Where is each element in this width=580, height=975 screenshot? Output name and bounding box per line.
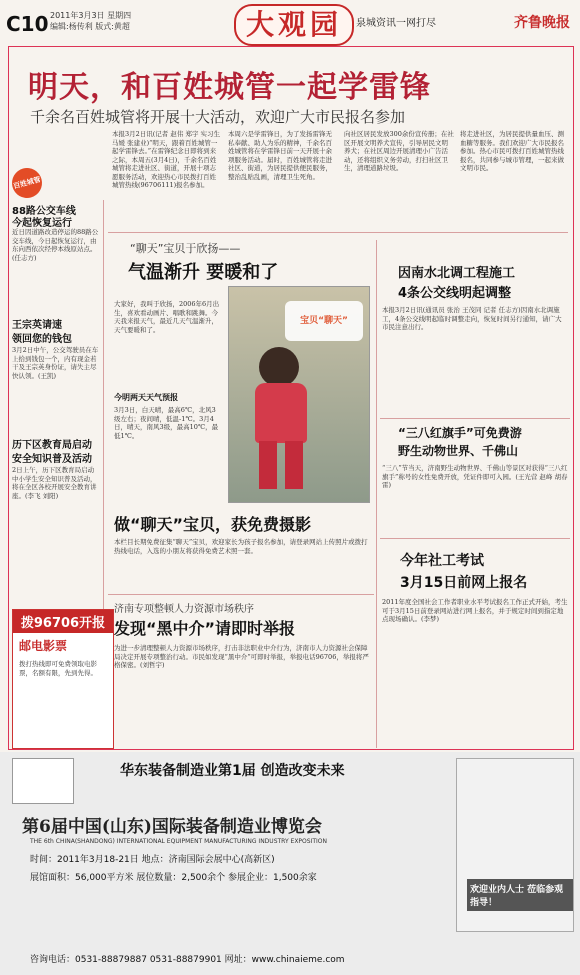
expo-title-en: THE 6th CHINA(SHANDONG) INTERNATIONAL EQUIPMENT MANUFACTURING INDUSTRY EXPOSITION — [30, 838, 327, 845]
brief-text-3: 2日上午，历下区教育局启动中小学生安全知识普及活动，将在全区各校开展安全教育讲座。(李飞 刘阳) — [12, 466, 97, 500]
exam-text: 2011年度全国社会工作者职业水平考试报名工作正式开始，考生可于3月15日前登录网站进行网上报名，并于规定时间到指定地点现场确认。(李梦) — [382, 598, 568, 623]
expo-area: 展馆面积：56,000平方米 展位数量：2,500余个 参展企业：1,500余家 — [30, 873, 317, 883]
rec-kicker: 济南专项整顿人力资源市场秩序 — [114, 604, 254, 615]
column-rule — [376, 240, 377, 748]
child-leg-right — [285, 441, 303, 489]
kid-kicker: “聊天”宝贝于欣扬—— — [130, 242, 241, 255]
lead-text-3: 向社区居民发放300余份宣传册；在社区开展文明养犬宣传，引导居民文明养犬；在社区周边开展清理小广告活动，还将组织义务劳动，打扫社区卫生，清理道路垃圾。 — [344, 130, 454, 172]
kid-headline-2: 做“聊天”宝贝，获免费摄影 — [114, 515, 312, 534]
expo-contact: 咨询电话：0531-88879887 0531-88879901 网址：www.chinaieme.com — [30, 955, 345, 965]
child-head — [259, 347, 299, 387]
forecast-text: 3月3日，白天晴，最高6℃，北风3级左右；夜间晴，低温-1℃。3月4日，晴天，南风3级，最高10℃，最低1℃。 — [114, 406, 219, 440]
fair-headline: “三八红旗手”可免费游 — [398, 426, 522, 440]
kid-text-2: 本栏目长期免费征集“聊天”宝贝，欢迎家长为孩子报名参加，请登录网站上传照片或拨打热线电话，入选的小朋友将获得免费艺术照一套。 — [114, 538, 368, 555]
ad-subtitle: 邮电影票 — [19, 639, 68, 653]
kid-headline: 气温渐升 要暖和了 — [128, 262, 279, 283]
rule — [380, 538, 570, 539]
expo-title: 第6届中国(山东)国际装备制造业博览会 — [22, 817, 322, 837]
ieme-logo — [12, 758, 74, 804]
child-coat — [255, 383, 307, 443]
photo-banner: 宝贝“聊天” — [300, 316, 348, 326]
bus-headline-2: 4条公交线明起调整 — [398, 286, 512, 301]
lead-text-2: 本周六是学雷锋日，为了发扬雷锋无私奉献、助人为乐的精神，千余名百姓城管将在学雷锋日前一天开展十余项服务活动。届时，百姓城管将走进社区、街道，为居民提供便民服务，整治乱贴乱画，清理卫生死角。 — [228, 130, 332, 181]
masthead — [0, 0, 580, 44]
rule — [108, 232, 568, 233]
exam-headline-2: 3月15日前网上报名 — [400, 575, 528, 591]
lead-text-4: 将走进社区，为居民提供量血压、测血糖等服务。我们欢迎广大市民报名参加。热心市民可拨打百姓城管热线报名，共同参与城市管理，一起来做文明市民。 — [460, 130, 564, 172]
ad-title: 拨96706开报 — [13, 610, 113, 633]
brief-head-2b: 领回您的钱包 — [12, 334, 72, 345]
bus-headline: 因南水北调工程施工 — [398, 266, 516, 281]
section-brand: 大观园 — [234, 4, 354, 46]
brief-head-3: 历下区教育局启动 — [12, 440, 92, 451]
rec-headline: 发现“黑中介”请即时举报 — [114, 619, 296, 638]
brief-text-1: 近日因道路改造停运的88路公交车线，今日起恢复运行，由东向西依次经停本线原站点。(任志方) — [12, 228, 99, 262]
brief-head-1b: 今起恢复运行 — [12, 218, 72, 229]
kid-text: 大家好，我叫于欣扬，2006年6月出生，喜欢看动画片、唱歌和跳舞。今天我来报天气，最近几天气温渐升，天气要暖和了。 — [114, 300, 220, 334]
paper-logo: 齐鲁晚报 — [514, 15, 570, 31]
bus-text: 本报3月2日讯(通讯员 张治 王茂同 记者 任志方)因南水北调施工，4条公交线明起临时调整走向，恢复时间另行通知，请广大市民注意出行。 — [382, 306, 562, 331]
lead-headline: 明天，和百姓城管一起学雷锋 — [28, 70, 431, 105]
child-leg-left — [259, 441, 277, 489]
fair-headline-2: 野生动物世界、千佛山 — [398, 444, 519, 458]
header-date: 2011年3月3日 星期四 — [50, 11, 132, 20]
expo-side-panel — [456, 758, 574, 932]
page-number: C10 — [6, 12, 49, 36]
ad-text: 拨打热线即可免费领取电影票，名额有限，先到先得。 — [19, 660, 97, 677]
brief-head-1: 88路公交车线 — [12, 206, 76, 217]
header-editor: 编辑:杨传利 版式:黄超 — [50, 22, 130, 31]
kid-photo — [228, 286, 370, 503]
rec-text: 为进一步清理整顿人力资源市场秩序，打击非法职业中介行为，济南市人力资源社会保障局决定开展专项整治行动。市民如发现“黑中介”可即时举报，举报电话96706，举报将严格保密。(刘哲宇) — [114, 644, 369, 669]
brief-text-2: 3月2日中午，公交驾驶员在车上拾到钱包一个，内有现金若干及王宗英身份证，请失主尽快认领。(王凯) — [12, 346, 99, 380]
lead-subhead: 千余名百姓城管将开展十大活动，欢迎广大市民报名参加 — [30, 108, 406, 126]
rule — [108, 594, 374, 595]
city-badge: 百姓城管 — [9, 165, 46, 202]
photo-banner-box — [285, 301, 363, 341]
expo-banner: 华东装备制造业第1届 创造改变未来 — [120, 763, 345, 779]
brief-head-3b: 安全知识普及活动 — [12, 454, 92, 465]
brief-head-2: 王宗英请速 — [12, 320, 62, 331]
expo-advertisement[interactable] — [0, 752, 580, 975]
rule — [380, 418, 570, 419]
movie-ticket-ad[interactable] — [12, 609, 114, 749]
lead-text-1: 本报3月2日讯(记者 赵伟 郑宇 实习生 马媛 张建业)“明天，跟着百姓城管一起学雷锋去。”在雷锋纪念日即将到来之际，本周五(3月4日)，千余名百姓城管将走进社区、街道，开展十项志愿服务活动，欢迎热心市民拨打百姓城管热线(96706111)报名参加。 — [112, 130, 221, 189]
fair-text: “三八”节当天，济南野生动物世界、千佛山等景区对获得“三八红旗手”称号的女性免费开放，凭证件即可入园。(王光营 赵峰 胡春雷) — [382, 464, 568, 489]
section-slogan: 泉城资讯一网打尽 — [356, 18, 436, 29]
expo-time: 时间：2011年3月18-21日 地点：济南国际会展中心(高新区) — [30, 855, 275, 865]
forecast-head: 今明两天天气预报 — [114, 393, 178, 402]
expo-side-text: 欢迎业内人士 莅临参观指导！ — [467, 879, 573, 911]
header-meta — [50, 10, 131, 32]
exam-headline: 今年社工考试 — [400, 553, 484, 569]
